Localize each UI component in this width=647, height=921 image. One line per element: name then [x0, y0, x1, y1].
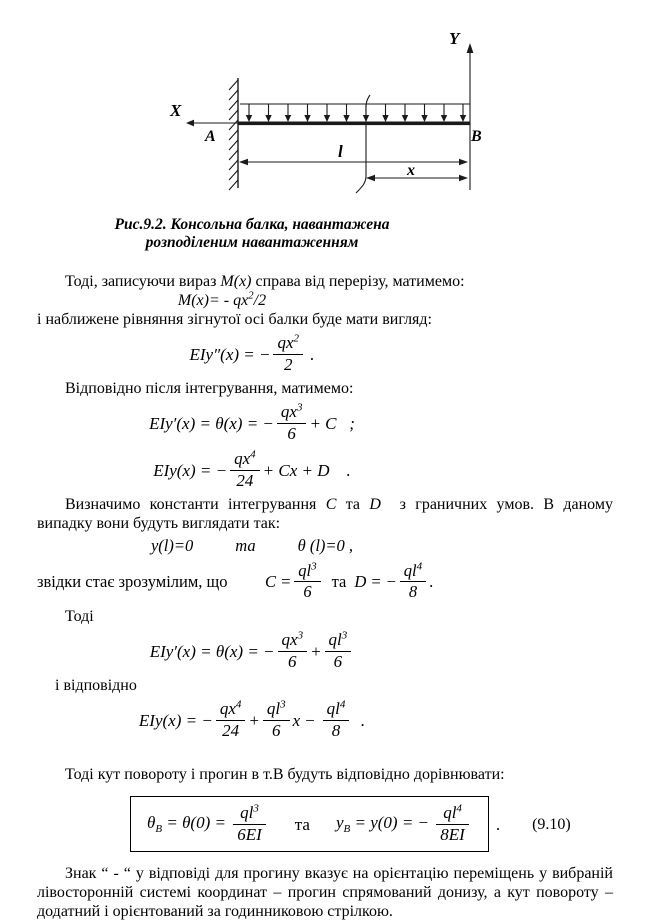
- constants-values-row: звідки стає зрозумілим, що C = $\frac{ql^3}{6}$ та D = − $\frac{ql^4}{8}$ .: [37, 560, 434, 601]
- y-axis-arrow: [467, 43, 474, 190]
- equation-deflection: EIy(x) = − $\frac{qx^4}{24}$ + Cx + D .: [153, 448, 351, 490]
- paragraph-todi: Тоді: [65, 608, 94, 625]
- fraction: $\frac{ql^4}{8}$: [400, 562, 426, 601]
- coordinate-dimension: [366, 175, 468, 181]
- result-equation-row: [130, 796, 613, 852]
- sentence-period: .: [495, 814, 501, 834]
- conjunction-ta: та: [235, 536, 256, 555]
- equation-deflection-full: EIy(x) = − $\frac{qx^4}{24}$ + $\frac{ql^3}{6}$ x − $\frac{ql^4}{8}$ .: [138, 698, 366, 740]
- paragraph-after-integration: Відповідно після інтегрування, матимемо:: [65, 380, 354, 397]
- distributed-load: [240, 104, 470, 122]
- fraction: $\frac{ql^4}{8}$: [323, 700, 350, 740]
- fraction: $\frac{ql^3}{6}$: [263, 700, 290, 740]
- constant-d-symbol: D: [369, 496, 381, 513]
- fraction: $\frac{ql^3}{6}$: [294, 562, 320, 601]
- paragraph-i-vidpovidno: і відповідно: [55, 677, 137, 694]
- equation-second-derivative: EIy″(x) = − $\frac{qx^2}{2}$ .: [189, 332, 315, 374]
- moment-symbol: M(x): [220, 273, 252, 290]
- fraction: $\frac{qx^4}{24}$: [230, 450, 260, 490]
- constants-lead-text: звідки стає зрозумілим, що: [37, 571, 228, 591]
- fraction: $\frac{ql^3}{6}$: [325, 631, 352, 671]
- fraction: $\frac{qx^3}{6}$: [278, 631, 308, 671]
- conjunction-ta: та: [294, 814, 310, 834]
- beam-bar: [238, 122, 470, 126]
- equation-slope: EIy′(x) = θ(x) = − $\frac{qx^3}{6}$ + C ;: [149, 401, 355, 443]
- equation-number: (9.10): [532, 815, 571, 833]
- paragraph-moment-intro: Тоді, записуючи вираз M(x) справа від перерізу, матимемо:: [65, 273, 465, 290]
- figure-caption-line2: розподіленим навантаженням: [145, 234, 359, 251]
- fixed-support-wall: [229, 78, 238, 190]
- y-axis-label: Y: [449, 29, 460, 48]
- coordinate-label: x: [407, 162, 415, 179]
- figure-caption: [37, 216, 467, 252]
- paragraph-approx-equation: і наближене рівняння зігнутої осі балки буде мати вигляд:: [37, 311, 432, 328]
- length-label: l: [338, 142, 343, 161]
- conjunction-ta: та: [331, 571, 347, 591]
- fraction: $\frac{ql^3}{6EI}$: [233, 804, 266, 844]
- beam-diagram: [37, 0, 647, 208]
- point-a-label: A: [205, 128, 216, 145]
- paragraph-result-intro: Тоді кут повороту і прогин в т.В будуть відповідно дорівнювати:: [65, 766, 505, 783]
- load-arrow: [246, 104, 466, 122]
- equation-moment: $M(x)= - qx^2/2$: [177, 289, 267, 309]
- constant-c-symbol: C: [325, 496, 337, 513]
- figure-caption-line1: Рис.9.2. Консольна балка, навантажена: [114, 216, 390, 233]
- x-axis-label: X: [170, 101, 182, 120]
- paragraph-constants: Визначимо константи інтегрування C та D з граничних умов. В даному випадку вони будуть виглядати так:: [37, 496, 613, 532]
- fraction: $\frac{ql^4}{8EI}$: [436, 804, 469, 844]
- length-dimension: [239, 159, 468, 165]
- y-b-equation: $y_B = y(0)$ = − $\frac{ql^4}{8EI}$: [336, 804, 472, 844]
- equation-slope-full: EIy′(x) = θ(x) = − $\frac{qx^3}{6}$ + $\frac{ql^3}{6}$: [37, 629, 467, 673]
- boundary-condition-y: y(l)=0: [150, 536, 194, 555]
- paragraph-sign-explanation: Знак “ - “ у відповіді для прогину вказує на орієнтацію переміщень у вибраній лівосторонній системі координат – прогин спрямований донизу, а кут повороту – додатний і орієнтований за годинниковою стрілкою.: [37, 865, 613, 920]
- point-b-label: B: [471, 128, 482, 145]
- fraction: $\frac{qx^4}{24}$: [216, 700, 246, 740]
- result-equation-box: [130, 796, 489, 852]
- boundary-condition-theta: θ (l)=0 ,: [297, 536, 354, 555]
- boundary-conditions: [37, 536, 467, 555]
- fraction: $\frac{qx^2}{2}$: [273, 334, 303, 374]
- fraction: $\frac{qx^3}{6}$: [277, 403, 307, 443]
- x-axis-arrow: [186, 120, 238, 127]
- theta-b-equation: $\theta_B = \theta(0)$ = $\frac{ql^3}{6EI}$: [147, 804, 269, 844]
